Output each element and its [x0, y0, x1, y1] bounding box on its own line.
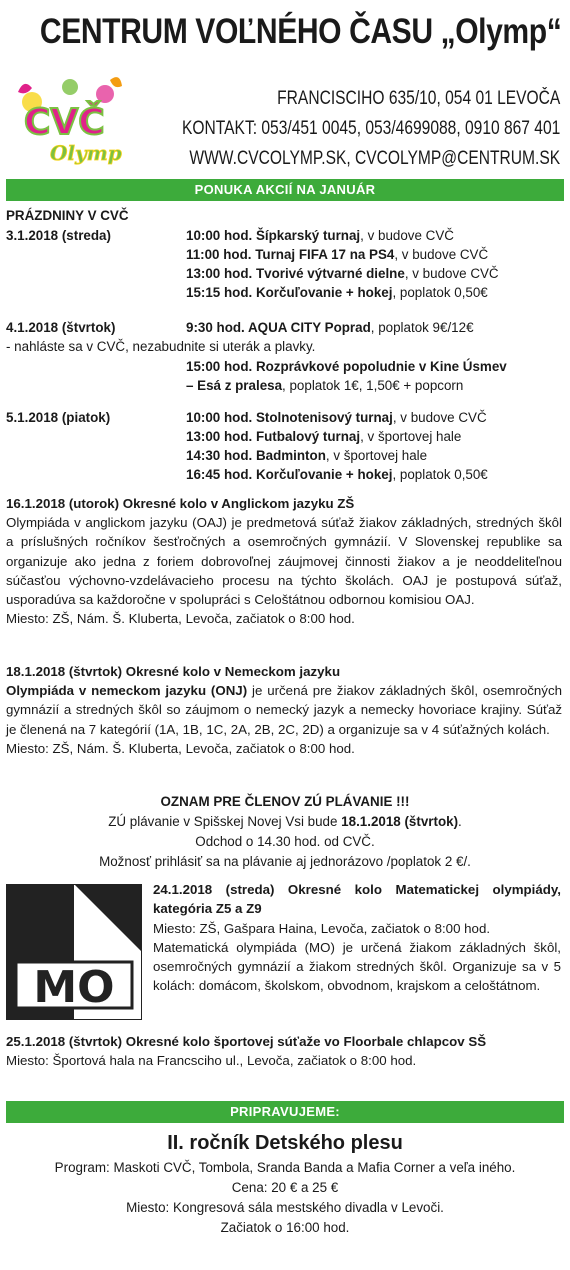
page-title: CENTRUM VOĽNÉHO ČASU „Olymp“: [39, 12, 562, 51]
prepare-band: PRIPRAVUJEME:: [6, 1101, 564, 1123]
section-heading: 24.1.2018 (streda) Okresné kolo Matematickej olympiády, kategória Z5 a Z9: [153, 882, 561, 917]
event-line: 13:00 hod. Tvorivé výtvarné dielne, v budove CVČ: [186, 266, 499, 281]
holidays-heading: PRÁZDNINY V CVČ: [6, 208, 129, 223]
contact-line: KONTAKT: 053/451 0045, 053/4699088, 0910 867 401: [181, 118, 560, 139]
section-place: Miesto: ZŠ, Nám. Š. Kluberta, Levoča, začiatok o 8:00 hod.: [6, 740, 355, 756]
swim-line: Možnosť prihlásiť sa na plávanie aj jednorázovo /poplatok 2 €/.: [99, 854, 471, 869]
swim-line: Odchod o 14.30 hod. od CVČ.: [195, 834, 375, 849]
math-olympiad-section: [153, 880, 561, 996]
logo-main-text: CVČ: [24, 102, 105, 143]
event-line: 9:30 hod. AQUA CITY Poprad, poplatok 9€/12€: [186, 320, 474, 335]
web-line: WWW.CVCOLYMP.SK, CVCOLYMP@CENTRUM.SK: [189, 148, 560, 169]
event-line: 10:00 hod. Šípkarský turnaj, v budove CVČ: [186, 228, 454, 243]
event-line: 11:00 hod. Turnaj FIFA 17 na PS4, v budove CVČ: [186, 247, 489, 262]
event-note: - nahláste sa v CVČ, nezabudnite si uterák a plavky.: [6, 339, 316, 354]
day-date: 5.1.2018 (piatok): [6, 410, 111, 425]
swim-heading: OZNAM PRE ČLENOV ZÚ PLÁVANIE !!!: [160, 794, 410, 809]
section-heading: 16.1.2018 (utorok) Okresné kolo v Anglickom jazyku ZŠ: [6, 496, 355, 511]
section-heading: 18.1.2018 (štvrtok) Okresné kolo v Nemeckom jazyku: [6, 664, 341, 679]
mo-logo-text: MO: [33, 962, 115, 1013]
day-date: 4.1.2018 (štvrtok): [6, 320, 116, 335]
cvc-olymp-logo: [10, 72, 128, 172]
section-body: Matematická olympiáda (MO) je určená žiakom základných škôl, osemročných gymnázií a žiakom stredných škôl. Organizuje sa v 5 kolách: domácom, školskom, obvodnom, krajskom a celoštátnom.: [153, 939, 561, 994]
event-line: – Esá z pralesa, poplatok 1€, 1,50€ + popcorn: [186, 378, 464, 393]
section-body: Olympiáda v nemeckom jazyku (ONJ) je určená pre žiakov základných škôl, osemročných gymnázií a stredných škôl so záujmom o nemecký jazyk a nemecky hovoriace krajiny. Súťaž je členená na 7 kategórií (1A, 1B, 1C, 2A, 2B, 2C, 2D) a organizuje sa v 4 súťažných kolách.: [6, 683, 562, 737]
section-heading: 25.1.2018 (štvrtok) Okresné kolo športovej súťaže vo Floorbale chlapcov SŠ: [6, 1034, 487, 1049]
event-line: 10:00 hod. Stolnotenisový turnaj, v budove CVČ: [186, 410, 487, 425]
english-olympiad-section: [6, 494, 562, 628]
ball-program: Program: Maskoti CVČ, Tombola, Sranda Banda a Mafia Corner a veľa iného.: [54, 1160, 516, 1175]
ball-start: Začiatok o 16:00 hod.: [220, 1220, 350, 1235]
ball-price: Cena: 20 € a 25 €: [231, 1180, 339, 1195]
section-place: Miesto: ZŠ, Gašpara Haina, Levoča, začiatok o 8:00 hod.: [153, 920, 491, 936]
swim-line: ZÚ plávanie v Spišskej Novej Vsi bude 18.1.2018 (štvrtok).: [108, 814, 462, 829]
event-line: 13:00 hod. Futbalový turnaj, v športovej hale: [186, 429, 462, 444]
floorball-section: [6, 1032, 562, 1070]
german-olympiad-section: [6, 662, 562, 758]
section-place: Miesto: ZŠ, Nám. Š. Kluberta, Levoča, začiatok o 8:00 hod.: [6, 611, 355, 627]
math-olympiad-logo: [6, 884, 142, 1020]
section-place: Miesto: Športová hala na Francsciho ul., Levoča, začiatok o 8:00 hod.: [6, 1053, 417, 1069]
section-body: Olympiáda v anglickom jazyku (OAJ) je predmetová súťaž žiakov základných, stredných škôl a príslušných ročníkov šesťročných a osemročných gymnázií. V Slovenskej republike sa organizuje ako jedna z foriem dobrovoľnej záujmovej činnosti žiakov a je neoddeliteľnou súčasťou výchovno-vzdelávacieho procesu na týchto školách. OAJ je postupová súťaž, usporadúva sa každoročne v spolupráci s Celoštátnou odbornou komisiou OAJ.: [6, 515, 562, 608]
address-line: FRANCISCIHO 635/10, 054 01 LEVOČA: [276, 88, 560, 109]
event-line: 15:15 hod. Korčuľovanie + hokej, poplatok 0,50€: [186, 285, 488, 300]
event-line: 15:00 hod. Rozprávkové popoludnie v Kine Úsmev: [186, 359, 507, 374]
ball-place: Miesto: Kongresová sála mestského divadla v Levoči.: [126, 1200, 444, 1215]
day-date: 3.1.2018 (streda): [6, 228, 111, 243]
event-line: 16:45 hod. Korčuľovanie + hokej, poplatok 0,50€: [186, 467, 488, 482]
offer-band: PONUKA AKCIÍ NA JANUÁR: [6, 179, 564, 201]
event-line: 14:30 hod. Badminton, v športovej hale: [186, 448, 428, 463]
logo-sub-text: Olymp: [50, 141, 122, 165]
ball-title: II. ročník Detského plesu: [167, 1132, 403, 1154]
